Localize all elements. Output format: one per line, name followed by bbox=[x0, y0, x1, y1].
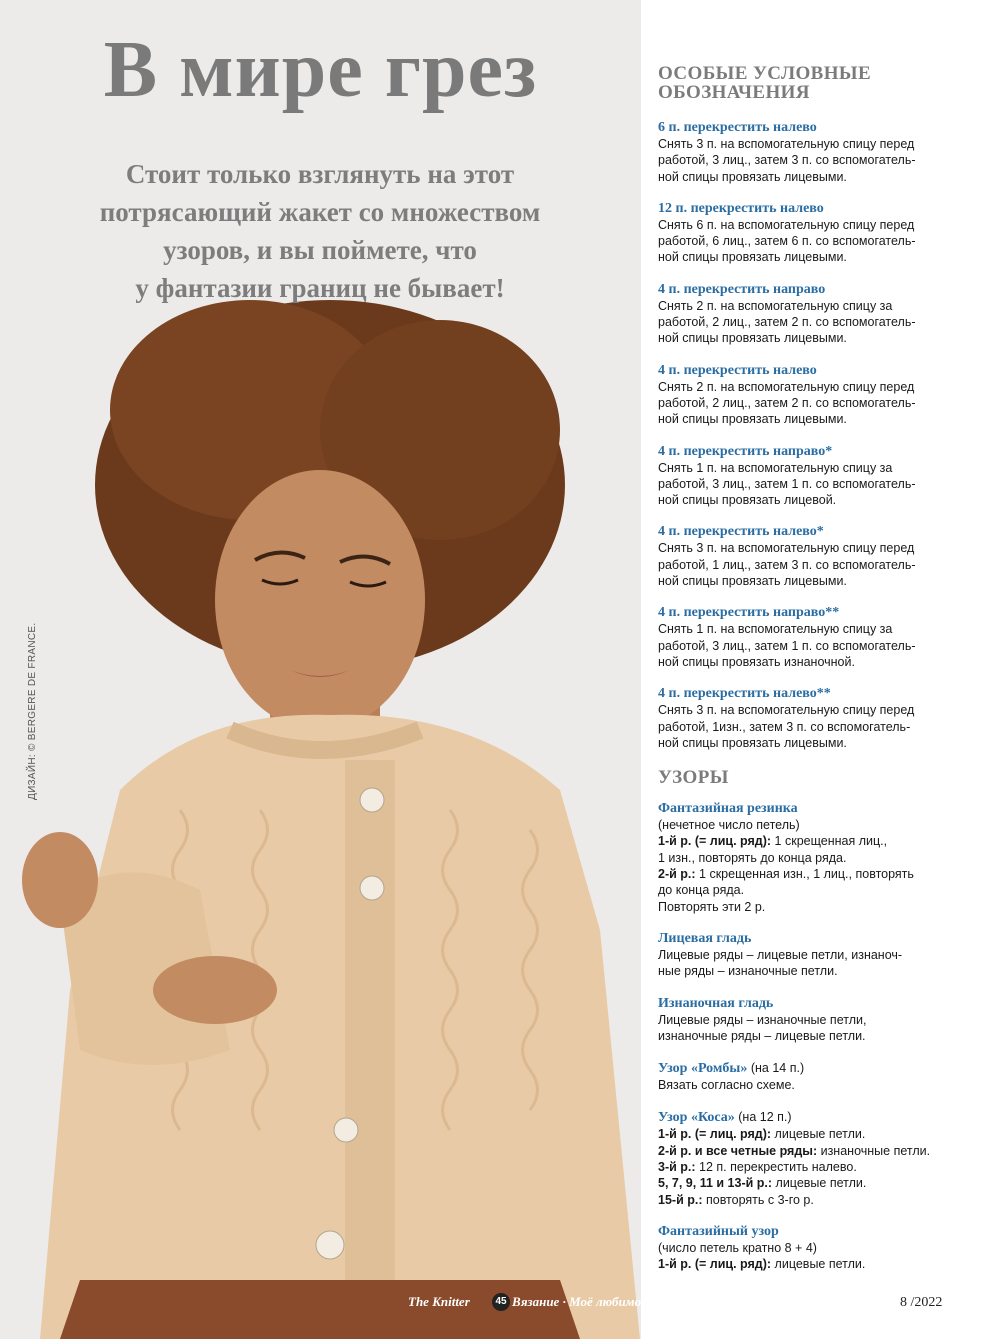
legend-heading-line: ОБОЗНАЧЕНИЯ bbox=[658, 82, 810, 103]
pattern-title: Изнаночная гладь bbox=[658, 995, 774, 1011]
page-subheadline bbox=[20, 155, 620, 307]
pattern-row bbox=[658, 1159, 958, 1175]
legend-item-line: ной спицы провязать лицевыми. bbox=[658, 331, 847, 346]
row-label: 1-й р. (= лиц. ряд): bbox=[658, 1127, 772, 1142]
legend-item-line: работой, 3 лиц., затем 3 п. со вспомогатель- bbox=[658, 153, 916, 168]
row-label: 2-й р.: bbox=[658, 867, 696, 882]
pattern-line: Лицевые ряды – лицевые петли, изнаноч- bbox=[658, 947, 903, 962]
left-hand bbox=[22, 832, 98, 928]
legend-heading bbox=[658, 64, 958, 102]
legend-item-title: 6 п. перекрестить налево bbox=[658, 120, 817, 135]
legend-item-title: 4 п. перекрестить налево bbox=[658, 362, 817, 378]
legend-item bbox=[658, 686, 958, 751]
instructions-column bbox=[641, 0, 999, 1339]
legend-heading-line: ОСОБЫЕ УСЛОВНЫЕ bbox=[658, 63, 872, 84]
legend-item-line: Снять 6 п. на вспомогательную спицу перед bbox=[658, 217, 915, 232]
page-headline: В мире грез bbox=[103, 26, 538, 114]
row-text: лицевые петли. bbox=[771, 1127, 866, 1142]
row-label: 15-й р.: bbox=[658, 1192, 703, 1207]
pattern-title-note: (на 14 п.) bbox=[747, 1061, 805, 1076]
legend-item-line: работой, 3 лиц., затем 1 п. со вспомогатель- bbox=[658, 638, 916, 653]
pattern-rib bbox=[658, 801, 958, 915]
pattern-row bbox=[658, 833, 958, 849]
row-text: 1 скрещенная изн., 1 лиц., повторять bbox=[695, 867, 914, 882]
legend-item-title: 4 п. перекрестить направо* bbox=[658, 443, 833, 459]
legend-item-line: ной спицы провязать изнаночной. bbox=[658, 654, 855, 669]
legend-item-line: работой, 3 лиц., затем 1 п. со вспомогатель- bbox=[658, 476, 916, 491]
legend-item-line: ной спицы провязать лицевыми. bbox=[658, 250, 847, 265]
legend-item-title: 12 п. перекрестить налево bbox=[658, 200, 824, 216]
pattern-row-cont: 1 изн., повторять до конца ряда. bbox=[658, 850, 847, 865]
legend-item-line: работой, 6 лиц., затем 6 п. со вспомогатель- bbox=[658, 234, 916, 249]
legend-item-line: ной спицы провязать лицевыми. bbox=[658, 735, 847, 750]
row-label: 1-й р. (= лиц. ряд): bbox=[658, 834, 772, 849]
pattern-title-text: Узор «Коса» bbox=[658, 1110, 735, 1126]
legend-item-line: Снять 1 п. на вспомогательную спицу за bbox=[658, 460, 893, 475]
row-text: изнаночные петли. bbox=[817, 1143, 931, 1158]
legend-item-title: 4 п. перекрестить налево** bbox=[658, 686, 831, 702]
legend-item bbox=[658, 444, 958, 509]
legend-item bbox=[658, 363, 958, 428]
legend-item-title: 4 п. перекрестить направо bbox=[658, 281, 826, 297]
pattern-row bbox=[658, 866, 958, 882]
row-text: лицевые петли. bbox=[771, 1257, 866, 1272]
legend-item-line: ной спицы провязать лицевой. bbox=[658, 493, 837, 508]
legend-item-line: ной спицы провязать лицевыми. bbox=[658, 412, 847, 427]
row-label: 1-й р. (= лиц. ряд): bbox=[658, 1257, 772, 1272]
button-4 bbox=[316, 1231, 344, 1259]
pattern-braid bbox=[658, 1109, 958, 1207]
pattern-row bbox=[658, 1256, 958, 1272]
button-3 bbox=[334, 1118, 358, 1142]
row-text: повторять с 3-го р. bbox=[702, 1192, 814, 1207]
legend-item-line: Снять 2 п. на вспомогательную спицу за bbox=[658, 298, 893, 313]
pattern-line: ные ряды – изнаночные петли. bbox=[658, 964, 838, 979]
pattern-title: Фантазийная резинка bbox=[658, 801, 798, 817]
pattern-reverse bbox=[658, 996, 958, 1045]
right-hand bbox=[153, 956, 277, 1024]
row-text: лицевые петли. bbox=[772, 1176, 867, 1191]
pattern-repeat: Повторять эти 2 р. bbox=[658, 899, 766, 914]
legend-item-title: 4 п. перекрестить налево* bbox=[658, 524, 824, 540]
row-label: 3-й р.: bbox=[658, 1159, 696, 1174]
subhead-line: узоров, и вы поймете, что bbox=[163, 235, 477, 265]
page-footer bbox=[408, 1293, 998, 1313]
footer-magazine-name: The Knitter bbox=[408, 1294, 470, 1309]
pattern-row-cont: до конца ряда. bbox=[658, 883, 745, 898]
pattern-line: Вязать согласно схеме. bbox=[658, 1078, 795, 1093]
row-label: 5, 7, 9, 11 и 13-й р.: bbox=[658, 1176, 773, 1191]
patterns-heading: УЗОРЫ bbox=[658, 767, 729, 789]
legend-item-line: работой, 2 лиц., затем 2 п. со вспомогатель- bbox=[658, 395, 916, 410]
pattern-fancy bbox=[658, 1224, 958, 1273]
legend-item-line: ной спицы провязать лицевыми. bbox=[658, 574, 847, 589]
legend-item-line: работой, 1изн., затем 3 п. со вспомогатель- bbox=[658, 719, 911, 734]
pattern-line: изнаночные ряды – лицевые петли. bbox=[658, 1028, 866, 1043]
pattern-row bbox=[658, 1175, 958, 1191]
footer-issue: 8 /2022 bbox=[900, 1295, 943, 1310]
footer-page-number: 45 bbox=[492, 1293, 510, 1311]
legend-item bbox=[658, 120, 958, 185]
pattern-title: Фантазийный узор bbox=[658, 1223, 779, 1239]
pattern-row bbox=[658, 1143, 958, 1159]
subhead-line: потрясающий жакет со множеством bbox=[99, 197, 541, 227]
legend-item bbox=[658, 201, 958, 266]
legend-list bbox=[658, 120, 958, 751]
pattern-stockinette bbox=[658, 931, 958, 980]
row-text: 1 скрещенная лиц., bbox=[771, 834, 888, 849]
button-band bbox=[345, 760, 395, 1339]
pattern-note: (число петель кратно 8 + 4) bbox=[658, 1240, 817, 1255]
footer-tagline: Вязание · Моё любимое хобби bbox=[512, 1294, 683, 1309]
legend-item-line: работой, 1 лиц., затем 3 п. со вспомогатель- bbox=[658, 557, 916, 572]
legend-item bbox=[658, 282, 958, 347]
pattern-title-note: (на 12 п.) bbox=[734, 1110, 792, 1125]
legend-item-line: Снять 2 п. на вспомогательную спицу перед bbox=[658, 379, 915, 394]
model-photo-illustration bbox=[0, 290, 641, 1339]
pattern-row bbox=[658, 1126, 958, 1142]
legend-item-line: работой, 2 лиц., затем 2 п. со вспомогатель- bbox=[658, 315, 916, 330]
legend-item bbox=[658, 605, 958, 670]
pattern-note: (нечетное число петель) bbox=[658, 818, 800, 833]
pattern-title-text: Узор «Ромбы» bbox=[658, 1061, 748, 1077]
pattern-title: Лицевая гладь bbox=[658, 930, 752, 946]
legend-item-line: Снять 3 п. на вспомогательную спицу перед bbox=[658, 703, 915, 718]
face bbox=[215, 470, 425, 730]
legend-item bbox=[658, 524, 958, 589]
pattern-title bbox=[658, 1109, 958, 1126]
pattern-row bbox=[658, 1192, 958, 1208]
subhead-line: Стоит только взглянуть на этот bbox=[125, 159, 515, 189]
design-credit: ДИЗАЙН: © BERGERE DE FRANCE. bbox=[27, 622, 38, 800]
pattern-rhombs bbox=[658, 1060, 958, 1093]
button-2 bbox=[360, 876, 384, 900]
subhead-line: у фантазии границ не бывает! bbox=[135, 273, 505, 303]
button-1 bbox=[360, 788, 384, 812]
legend-item-title: 4 п. перекрестить направо** bbox=[658, 605, 840, 621]
pattern-line: Лицевые ряды – изнаночные петли, bbox=[658, 1012, 867, 1027]
row-label: 2-й р. и все четные ряды: bbox=[658, 1143, 818, 1158]
legend-item-line: Снять 1 п. на вспомогательную спицу за bbox=[658, 622, 893, 637]
row-text: 12 п. перекрестить налево. bbox=[695, 1159, 857, 1174]
legend-item-line: ной спицы провязать лицевыми. bbox=[658, 169, 847, 184]
legend-item-line: Снять 3 п. на вспомогательную спицу перед bbox=[658, 137, 915, 151]
legend-item-line: Снять 3 п. на вспомогательную спицу перед bbox=[658, 541, 915, 556]
pattern-title bbox=[658, 1060, 958, 1077]
